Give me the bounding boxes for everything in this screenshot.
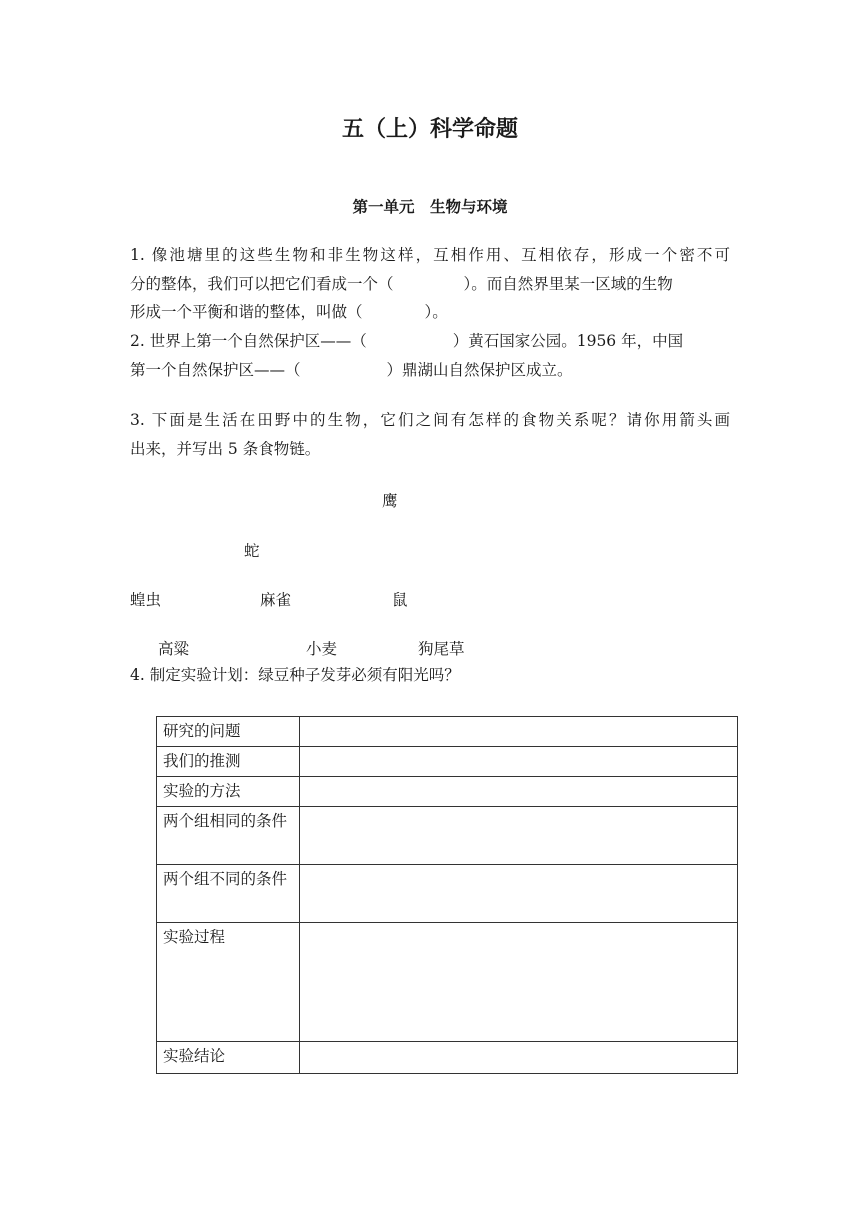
q2-text-2a: 第一个自然保护区——（ [130, 360, 301, 379]
table-row [157, 747, 738, 777]
question-2-line-1 [130, 327, 730, 356]
organism-mouse: 鼠 [392, 591, 408, 609]
question-1-line-3 [130, 298, 730, 327]
row-label: 实验过程 [157, 923, 300, 1042]
question-2-line-2 [130, 356, 730, 385]
page-title: 五（上）科学命题 [341, 117, 518, 142]
question-1-line-1: 1. 像池塘里的这些生物和非生物这样，互相作用、互相依存，形成一个密不可 [130, 246, 730, 264]
question-4-line-1: 4. 制定实验计划：绿豆种子发芽必须有阳光吗？ [130, 666, 460, 684]
organism-foxtail: 狗尾草 [418, 640, 465, 658]
row-label: 两个组不同的条件 [157, 865, 300, 923]
row-label: 研究的问题 [157, 717, 300, 747]
question-4 [130, 661, 730, 690]
table-row [157, 865, 738, 923]
organism-wheat: 小麦 [306, 640, 338, 658]
row-label: 实验的方法 [157, 777, 300, 807]
q1-text-3b: ）。 [424, 303, 448, 321]
question-3 [130, 406, 730, 463]
row-label: 实验结论 [157, 1042, 300, 1074]
q1-text-3a: 形成一个平衡和谐的整体，叫做（ [130, 303, 363, 321]
row-value[interactable] [300, 747, 738, 777]
q1-text-2a: 分的整体，我们可以把它们看成一个（ [130, 274, 394, 293]
q1-text-2b: ）。而自然界里某一区域的生物 [463, 274, 673, 293]
organism-locust: 蝗虫 [130, 591, 162, 609]
question-3-line-2: 出来，并写出 5 条食物链。 [130, 439, 321, 458]
table-row [157, 1042, 738, 1074]
organism-snake: 蛇 [244, 542, 260, 560]
row-label: 我们的推测 [157, 747, 300, 777]
table-row [157, 717, 738, 747]
question-1-line-2 [130, 270, 730, 299]
question-3-line-1: 3. 下面是生活在田野中的生物，它们之间有怎样的食物关系呢？请你用箭头画 [130, 411, 730, 429]
q2-text-2b: ）鼎湖山自然保护区成立。 [386, 360, 573, 379]
organism-sparrow: 麻雀 [260, 591, 292, 609]
row-value[interactable] [300, 807, 738, 865]
question-1 [130, 241, 730, 327]
row-value[interactable] [300, 923, 738, 1042]
organism-sorghum: 高粱 [158, 640, 190, 658]
table-row [157, 777, 738, 807]
unit-heading: 第一单元 生物与环境 [352, 198, 508, 216]
table-row [157, 923, 738, 1042]
q2-text-1a: 2. 世界上第一个自然保护区——（ [130, 332, 367, 350]
experiment-plan-table [156, 716, 738, 1074]
table-row [157, 807, 738, 865]
row-value[interactable] [300, 777, 738, 807]
row-value[interactable] [300, 865, 738, 923]
row-value[interactable] [300, 1042, 738, 1074]
q2-text-1b: ）黄石国家公园。1956 年，中国 [452, 332, 684, 350]
row-value[interactable] [300, 717, 738, 747]
question-2 [130, 327, 730, 384]
row-label: 两个组相同的条件 [157, 807, 300, 865]
organism-eagle: 鹰 [382, 492, 398, 510]
